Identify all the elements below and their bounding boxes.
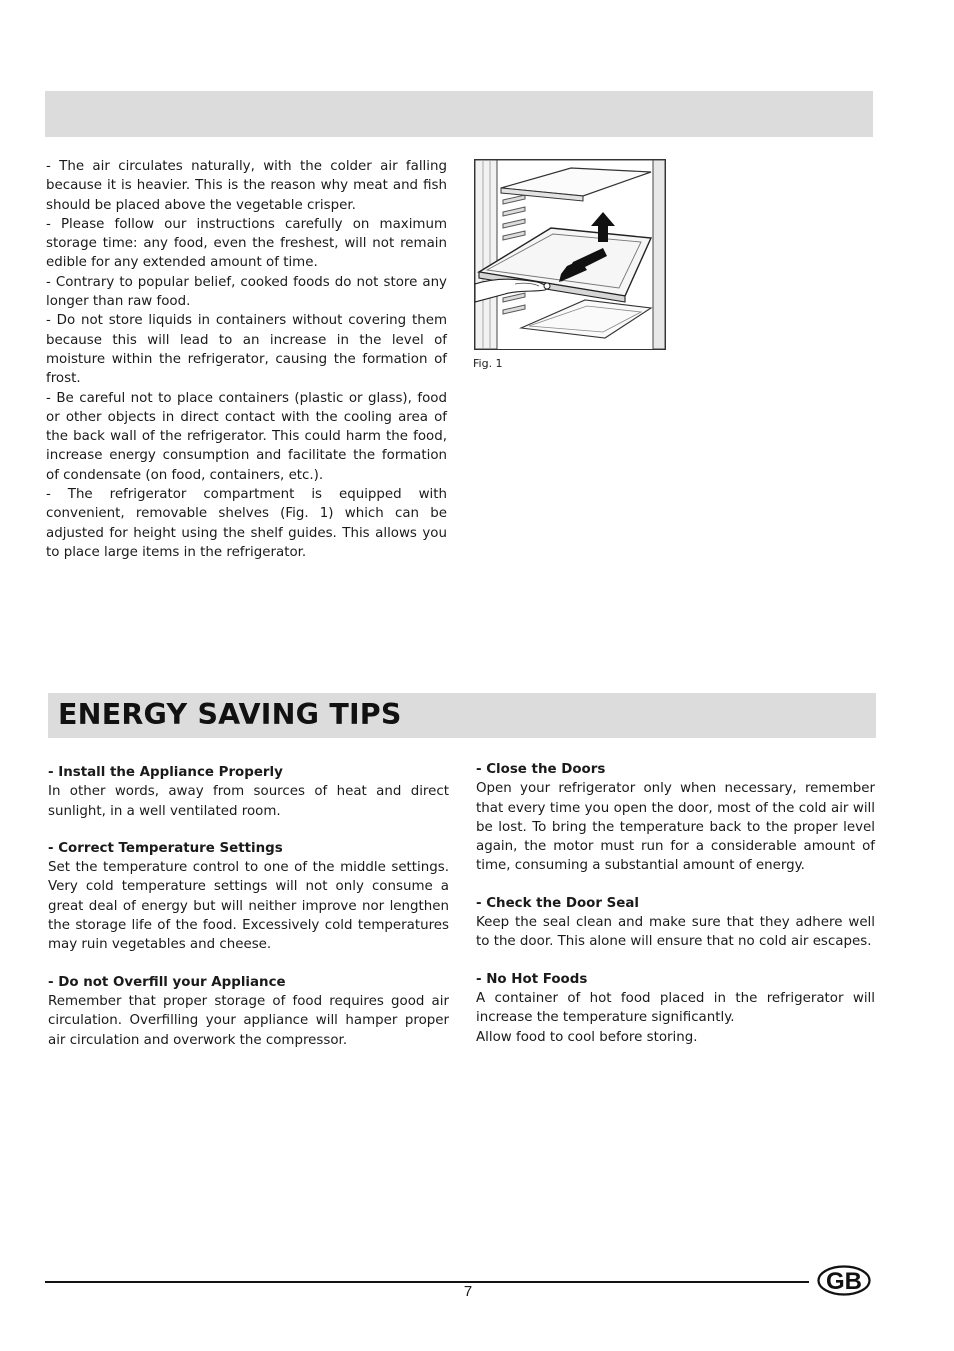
tip-body: In other words, away from sources of heat and direct sunlight, in a well ventilated room.: [48, 784, 449, 819]
tip-body: Set the temperature control to one of the middle settings. Very cold temperature settings will not only consume a great deal of energy but will neither improve nor lengthen the storage life of the food. Excessively cold temperatures may ruin vegetables and cheese.: [48, 860, 449, 953]
tip-body: Open your refrigerator only when necessary, remember that every time you open the door, most of the cold air will be lost. To bring the temperature back to the proper level again, the motor must run for a considerable amount of time, consuming a substantial amount of energy.: [476, 781, 875, 874]
footer-rule: [45, 1281, 809, 1283]
tip-item: [476, 760, 875, 876]
tips-right-column: [476, 760, 875, 1065]
tip-heading: - Install the Appliance Properly: [48, 765, 283, 780]
tips-left-column: [48, 763, 449, 1068]
page-number: 7: [463, 1283, 473, 1300]
figure-caption: Fig. 1: [473, 357, 503, 370]
intro-paragraph: - Do not store liquids in containers without covering them because this will lead to an increase in the level of moisture within the refrigerator, causing the formation of frost.: [46, 313, 447, 387]
section-title: ENERGY SAVING TIPS: [58, 698, 402, 731]
tip-body: A container of hot food placed in the refrigerator will increase the temperature significantly.: [476, 990, 875, 1026]
intro-paragraph: - Contrary to popular belief, cooked foods do not store any longer than raw food.: [46, 274, 447, 310]
tip-item: [48, 763, 449, 821]
tip-item: [476, 970, 875, 1047]
energy-section-band: [48, 693, 876, 738]
intro-text: [46, 157, 447, 562]
fridge-shelf-drawing: [475, 160, 665, 349]
tip-body: Keep the seal clean and make sure that they adhere well to the door. This alone will ensure that no cold air escapes.: [476, 915, 875, 950]
language-badge: [817, 1265, 871, 1296]
tip-body: Remember that proper storage of food requires good air circulation. Overfilling your appliance will hamper proper air circulation and overwork the compressor.: [48, 993, 449, 1048]
header-band: [45, 91, 873, 137]
language-badge-label: GB: [826, 1268, 862, 1295]
shelf-removal-illustration: [474, 159, 666, 350]
intro-paragraph: - Be careful not to place containers (plastic or glass), food or other objects in direct contact with the cooling area of the back wall of the refrigerator. This could harm the food, increase energy consumption and facilitate the formation of condensate (on food, containers, etc.).: [46, 390, 447, 483]
tip-body: Allow food to cool before storing.: [476, 1029, 698, 1045]
tip-item: [48, 839, 449, 955]
tip-item: [476, 894, 875, 952]
tip-heading: - Check the Door Seal: [476, 895, 639, 911]
tip-item: [48, 973, 449, 1050]
intro-paragraph: - The air circulates naturally, with the colder air falling because it is heavier. This is the reason why meat and fish should be placed above the vegetable crisper.: [46, 159, 447, 213]
tip-heading: - Do not Overfill your Appliance: [48, 974, 286, 990]
tip-heading: - Correct Temperature Settings: [48, 840, 283, 856]
tip-heading: - Close the Doors: [476, 762, 606, 777]
intro-paragraph: - The refrigerator compartment is equipped with convenient, removable shelves (Fig. 1) which can be adjusted for height using the shelf guides. This allows you to place large items in the refrigerator.: [46, 487, 447, 560]
tip-heading: - No Hot Foods: [476, 971, 588, 987]
intro-paragraph: - Please follow our instructions carefully on maximum storage time: any food, even the freshest, will not remain edible for any extended amount of time.: [46, 216, 447, 271]
